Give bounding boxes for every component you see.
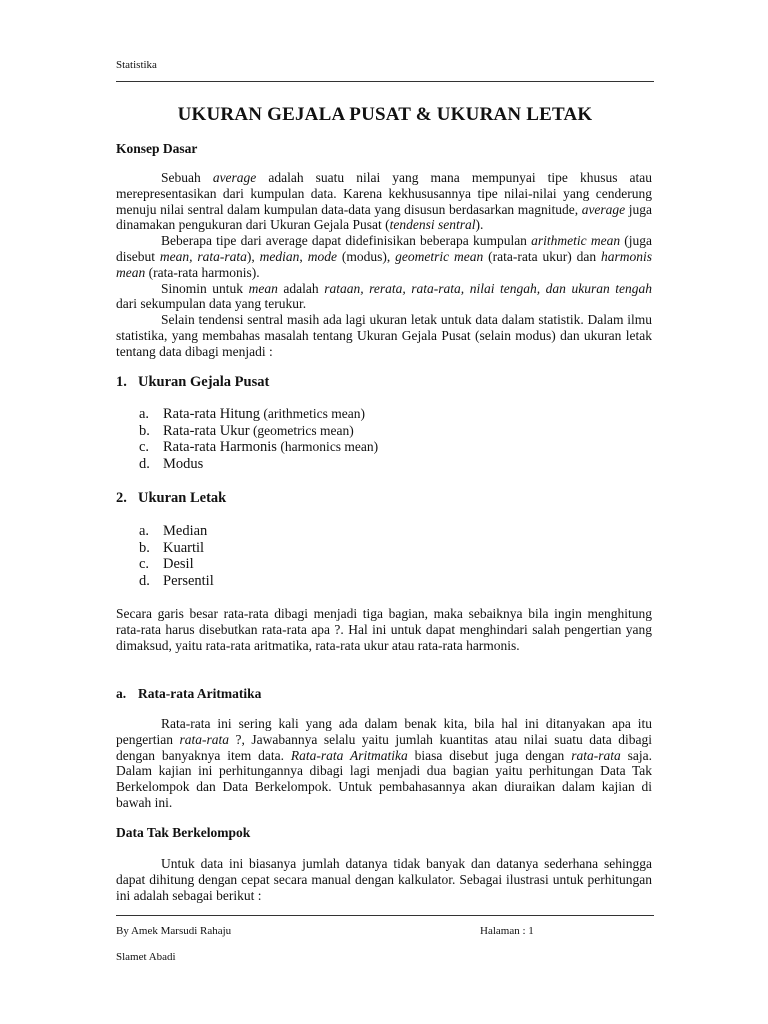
section-a-body <box>116 716 652 811</box>
section-a-heading: a. Rata-rata Aritmatika <box>116 686 262 701</box>
section-1-heading: 1. Ukuran Gejala Pusat <box>116 374 270 390</box>
konsep-dasar-body <box>116 170 652 360</box>
footer-page-number: Halaman : 1 <box>480 925 534 937</box>
footer-rule <box>116 915 654 916</box>
data-tak-heading: Data Tak Berkelompok <box>116 825 251 840</box>
data-tak-body: Untuk data ini biasanya jumlah datanya tidak banyak dan datanya sederhana sehingga dapat dihitung dengan cepat secara manual dengan kalkulator. Sebagai ilustrasi untuk perhitungan ini adalah sebagai berikut : <box>116 856 652 903</box>
header-rule <box>116 81 654 82</box>
list-item: d. Modus <box>139 455 204 472</box>
running-header: Statistika <box>116 59 157 71</box>
paragraph: Sinomin untuk mean adalah rataan, rerata, rata-rata, nilai tengah, dan ukuran tengah dari sekumpulan data yang terukur. <box>116 280 652 312</box>
section-1-list <box>139 406 378 472</box>
konsep-dasar-heading: Konsep Dasar <box>116 141 198 156</box>
summary-paragraph: Secara garis besar rata-rata dibagi menjadi tiga bagian, maka sebaiknya bila ingin menghitung rata-rata harus disebutkan rata-rata apa ?. Hal ini untuk dapat menghindari salah pengertian yang dimaksud, yaitu rata-rata aritmatika, rata-rata ukur atau rata-rata harmonis. <box>116 606 652 653</box>
section-2-heading: 2. Ukuran Letak <box>116 490 227 506</box>
paragraph: Rata-rata ini sering kali yang ada dalam benak kita, bila hal ini ditanyakan apa itu pengertian rata-rata ?, Jawabannya selalu yaitu jumlah kuantitas atau nilai suatu data dibagi dengan banyaknya item data. Rata-rata Aritmatika biasa disebut juga dengan rata-rata saja. Dalam kajian ini perhitungannya dibagi lagi menjadi dua bagian yaitu perhitungan Data Tak Berkelompok dan Data Berkelompok. Untuk pembahasannya akan diuraikan dalam kajian di bawah ini. <box>116 716 652 810</box>
list-item: a. Median <box>139 523 208 539</box>
list-item: b. Rata-rata Ukur (geometrics mean) <box>139 422 354 439</box>
list-item: c. Desil <box>139 556 194 573</box>
footer-author-2: Slamet Abadi <box>116 951 176 963</box>
paragraph: Selain tendensi sentral masih ada lagi ukuran letak untuk data dalam statistik. Dalam ilmu statistika, yang membahas masalah tentang Ukuran Gejala Pusat (selain modus) dan ukuran letak tentang data dibagi menjadi : <box>116 312 652 359</box>
list-item: b. Kuartil <box>139 539 205 556</box>
list-item: a. Rata-rata Hitung (arithmetics mean) <box>139 406 366 422</box>
paragraph: Sebuah average adalah suatu nilai yang mana mempunyai tipe khusus atau merepresentasikan dari kumpulan data. Karena kekhususannya tipe nilai-nilai yang cenderung menuju nilai sentral dalam kumpulan data-data yang disusun berdasarkan magnitude, average juga dinamakan pengukuran dari Ukuran Gejala Pusat (tendensi sentral). <box>116 170 652 233</box>
list-item: d. Persentil <box>139 572 214 589</box>
list-item: c. Rata-rata Harmonis (harmonics mean) <box>139 439 379 456</box>
page-title: UKURAN GEJALA PUSAT & UKURAN LETAK <box>177 104 593 125</box>
footer-author: By Amek Marsudi Rahaju <box>116 925 232 937</box>
paragraph: Beberapa tipe dari average dapat didefinisikan beberapa kumpulan arithmetic mean (juga disebut mean, rata-rata), median, mode (modus), geometric mean (rata-rata ukur) dan harmonis mean (rata-rata harmonis). <box>116 233 653 280</box>
section-2-list <box>139 523 214 589</box>
